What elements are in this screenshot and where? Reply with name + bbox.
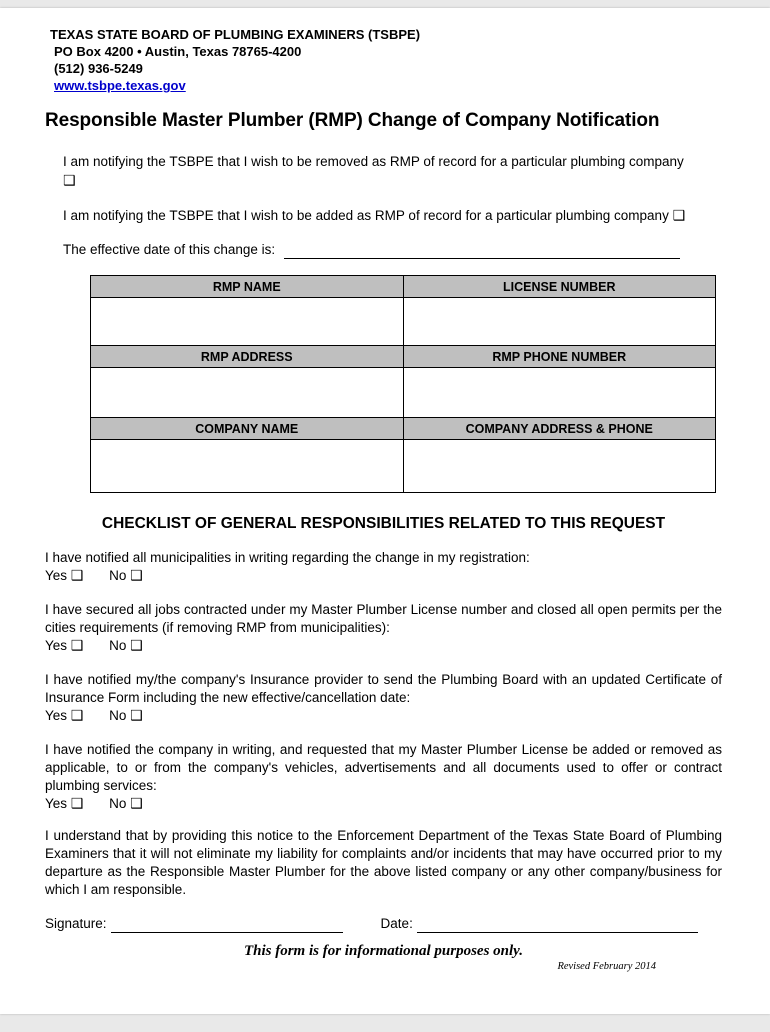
- effective-date-row: [45, 241, 722, 259]
- option-added-row: [45, 206, 700, 225]
- no-label: No: [109, 568, 127, 583]
- yes-checkbox-icon[interactable]: ❑: [70, 637, 84, 653]
- header-rmp-name: RMP NAME: [91, 276, 404, 298]
- revision-date: Revised February 2014: [557, 961, 656, 972]
- footer-note: This form is for informational purposes only.: [243, 943, 524, 959]
- no-checkbox-icon[interactable]: ❑: [130, 707, 143, 723]
- option-removed-row: [45, 152, 700, 190]
- cell-rmp-name[interactable]: [91, 298, 404, 346]
- signature-row: [45, 915, 722, 933]
- option-removed-checkbox-icon[interactable]: ❑: [63, 172, 76, 188]
- yes-checkbox-icon[interactable]: ❑: [70, 707, 84, 723]
- no-checkbox-icon[interactable]: ❑: [130, 567, 143, 583]
- checklist-item-1: I have notified all municipalities in writing regarding the change in my registration:: [45, 550, 530, 565]
- no-label: No: [109, 796, 127, 811]
- effective-date-field[interactable]: [284, 246, 680, 259]
- cell-rmp-phone[interactable]: [403, 368, 716, 418]
- yes-label: Yes: [45, 638, 68, 653]
- yesno-row-3: [45, 707, 722, 725]
- table-header-row: [91, 276, 716, 298]
- org-address: PO Box 4200 • Austin, Texas 78765-4200: [54, 44, 302, 59]
- option-added-checkbox-icon[interactable]: ❑: [672, 207, 686, 223]
- yes-checkbox-icon[interactable]: ❑: [70, 567, 84, 583]
- table-row: [91, 440, 716, 493]
- yes-label: Yes: [45, 708, 68, 723]
- header-rmp-address: RMP ADDRESS: [91, 346, 404, 368]
- acknowledgement-paragraph: I understand that by providing this notice to the Enforcement Department of the Texas State Board of Plumbing Examiners that it will not eliminate my liability for complaints and/or incidents that may have occurred prior to my departure as the Responsible Master Plumber for the above listed company or any other company/business for which I am responsible.: [45, 828, 722, 897]
- org-name: TEXAS STATE BOARD OF PLUMBING EXAMINERS (TSBPE): [50, 27, 421, 42]
- date-label: Date:: [380, 916, 413, 931]
- yesno-row-2: [45, 637, 722, 655]
- no-label: No: [109, 708, 127, 723]
- yesno-row-4: [45, 795, 722, 813]
- org-phone: (512) 936-5249: [54, 61, 143, 76]
- option-added-text: I am notifying the TSBPE that I wish to be added as RMP of record for a particular plumbing company: [63, 208, 669, 223]
- yes-label: Yes: [45, 796, 68, 811]
- option-removed-text: I am notifying the TSBPE that I wish to be removed as RMP of record for a particular plumbing company: [63, 154, 684, 169]
- table-header-row: [91, 418, 716, 440]
- yes-label: Yes: [45, 568, 68, 583]
- website-link[interactable]: www.tsbpe.texas.gov: [54, 78, 186, 93]
- signature-label: Signature:: [45, 916, 107, 931]
- no-label: No: [109, 638, 127, 653]
- checklist-heading: CHECKLIST OF GENERAL RESPONSIBILITIES RELATED TO THIS REQUEST: [101, 515, 666, 532]
- table-row: [91, 298, 716, 346]
- rmp-info-table: [90, 275, 716, 493]
- cell-license-number[interactable]: [403, 298, 716, 346]
- letterhead: [45, 26, 722, 94]
- table-header-row: [91, 346, 716, 368]
- yes-checkbox-icon[interactable]: ❑: [70, 795, 84, 811]
- checklist-item-4: I have notified the company in writing, and requested that my Master Plumber License be added or removed as applicable, to or from the company's vehicles, advertisements and all documents used to offer or contract plumbing services:: [45, 742, 722, 793]
- cell-company-name[interactable]: [91, 440, 404, 493]
- checklist-item-3: I have notified my/the company's Insurance provider to send the Plumbing Board with an updated Certificate of Insurance Form including the new effective/cancellation date:: [45, 672, 722, 705]
- yesno-row-1: [45, 567, 722, 585]
- header-company-address-phone: COMPANY ADDRESS & PHONE: [403, 418, 716, 440]
- signature-field[interactable]: [111, 920, 343, 933]
- no-checkbox-icon[interactable]: ❑: [130, 795, 143, 811]
- effective-date-label: The effective date of this change is:: [63, 242, 276, 257]
- checklist-item-2: I have secured all jobs contracted under my Master Plumber License number and closed all open permits per the cities requirements (if removing RMP from municipalities):: [45, 602, 722, 635]
- document-page: [0, 8, 770, 1014]
- cell-company-address-phone[interactable]: [403, 440, 716, 493]
- header-company-name: COMPANY NAME: [91, 418, 404, 440]
- header-license-number: LICENSE NUMBER: [403, 276, 716, 298]
- date-field[interactable]: [417, 920, 698, 933]
- table-row: [91, 368, 716, 418]
- header-rmp-phone: RMP PHONE NUMBER: [403, 346, 716, 368]
- cell-rmp-address[interactable]: [91, 368, 404, 418]
- page-title: Responsible Master Plumber (RMP) Change of Company Notification: [45, 110, 660, 131]
- no-checkbox-icon[interactable]: ❑: [130, 637, 143, 653]
